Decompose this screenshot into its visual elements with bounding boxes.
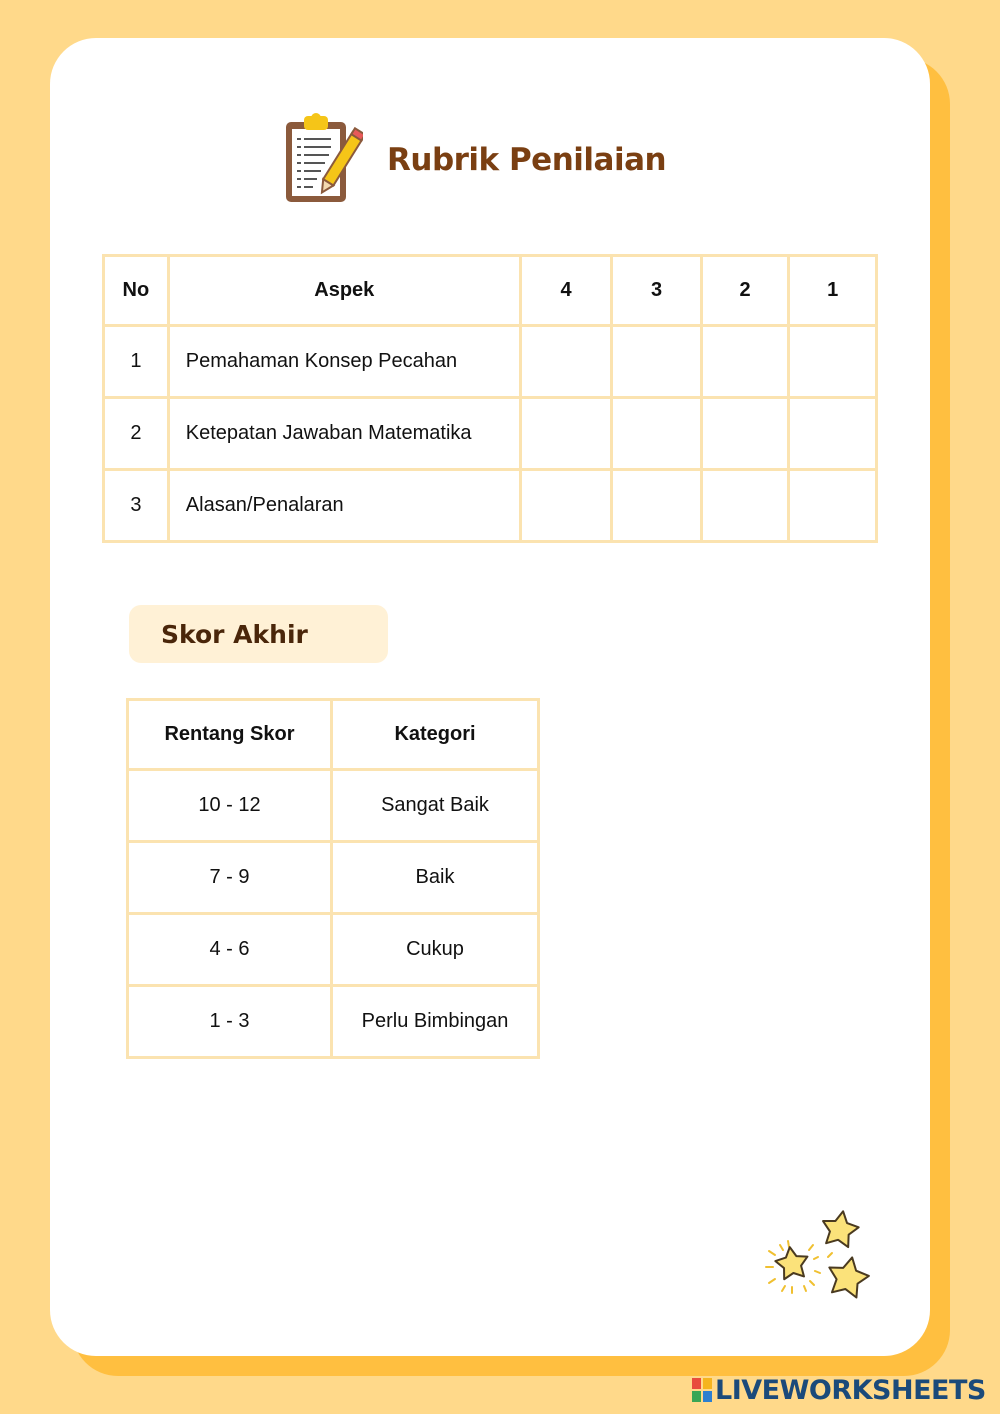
rubric-row-aspek: Pemahaman Konsep Pecahan (168, 326, 520, 398)
score-header-range: Rentang Skor (128, 700, 332, 770)
score-cell-1[interactable] (789, 470, 877, 542)
stars-icon (760, 1205, 880, 1317)
table-row (128, 986, 539, 1058)
score-section-badge (129, 605, 388, 663)
rubric-row-no: 2 (104, 398, 169, 470)
score-category: Cukup (332, 914, 539, 986)
rubric-header-score-3: 3 (612, 256, 702, 326)
score-cell-1[interactable] (789, 326, 877, 398)
liveworksheets-watermark (692, 1376, 986, 1404)
table-row (104, 398, 877, 470)
score-cell-1[interactable] (789, 398, 877, 470)
page-header (283, 112, 666, 207)
score-category-table (126, 698, 540, 1059)
table-row (104, 470, 877, 542)
score-category: Perlu Bimbingan (332, 986, 539, 1058)
table-row (128, 914, 539, 986)
score-category: Sangat Baik (332, 770, 539, 842)
score-section-title: Skor Akhir (161, 619, 308, 649)
rubric-row-no: 1 (104, 326, 169, 398)
rubric-header-score-2: 2 (701, 256, 789, 326)
liveworksheets-logo-icon (692, 1378, 712, 1402)
clipboard-pencil-icon (283, 112, 363, 207)
table-row (104, 326, 877, 398)
score-cell-3[interactable] (612, 398, 702, 470)
rubric-header-aspek: Aspek (168, 256, 520, 326)
rubric-table (102, 254, 878, 543)
rubric-header-row (104, 256, 877, 326)
watermark-text: LIVEWORKSHEETS (715, 1374, 986, 1406)
score-cell-2[interactable] (701, 398, 789, 470)
page-title: Rubrik Penilaian (387, 141, 667, 178)
rubric-header-score-4: 4 (520, 256, 612, 326)
score-range: 7 - 9 (128, 842, 332, 914)
score-cell-3[interactable] (612, 326, 702, 398)
worksheet-card (50, 38, 930, 1356)
score-range: 4 - 6 (128, 914, 332, 986)
score-category: Baik (332, 842, 539, 914)
score-header-row (128, 700, 539, 770)
score-cell-4[interactable] (520, 470, 612, 542)
score-cell-2[interactable] (701, 470, 789, 542)
rubric-row-aspek: Alasan/Penalaran (168, 470, 520, 542)
rubric-header-no: No (104, 256, 169, 326)
score-cell-4[interactable] (520, 326, 612, 398)
score-cell-2[interactable] (701, 326, 789, 398)
score-cell-4[interactable] (520, 398, 612, 470)
table-row (128, 842, 539, 914)
score-range: 10 - 12 (128, 770, 332, 842)
rubric-row-no: 3 (104, 470, 169, 542)
table-row (128, 770, 539, 842)
score-cell-3[interactable] (612, 470, 702, 542)
score-header-category: Kategori (332, 700, 539, 770)
score-range: 1 - 3 (128, 986, 332, 1058)
rubric-header-score-1: 1 (789, 256, 877, 326)
rubric-row-aspek: Ketepatan Jawaban Matematika (168, 398, 520, 470)
